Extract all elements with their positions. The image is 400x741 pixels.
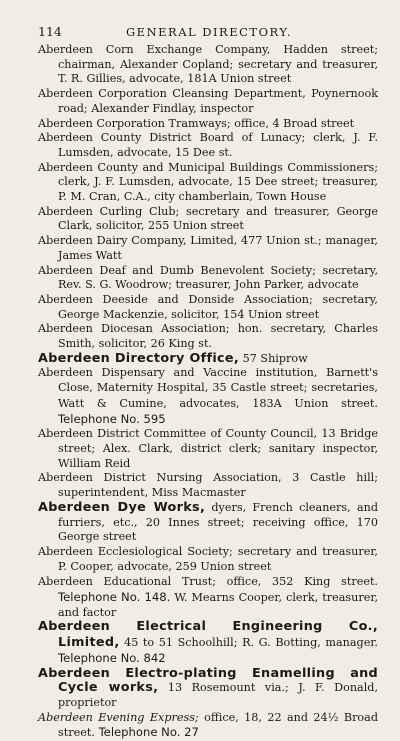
directory-entry [38, 620, 378, 666]
directory-entry [38, 131, 378, 160]
directory-entry [38, 667, 378, 711]
entry-name: Aberdeen Electro-plating Enamelling and Cycle works, [38, 665, 378, 696]
directory-entry [38, 264, 378, 293]
entry-name: Aberdeen Dye Works, [38, 499, 206, 515]
directory-entry [38, 501, 378, 545]
entry-telephone: Telephone No. 842 [58, 650, 166, 665]
directory-entries [38, 43, 378, 741]
page-header [38, 24, 378, 40]
directory-entry [38, 87, 378, 116]
directory-entry [38, 427, 378, 471]
entry-name: Aberdeen Electrical Engineering Co., Limited, [38, 619, 378, 651]
entry-text: 57 Shiprow [239, 351, 308, 365]
entry-text: Aberdeen Curling Club; secretary and treasurer, George Clark, solicitor, 255 Union street [38, 204, 378, 233]
entry-text: Aberdeen Dispensary and Vaccine institution, Barnett's Close, Maternity Hospital, 35 Castle street; secretaries, Watt & Cumine, advocates, 183A Union street. [38, 366, 378, 410]
entry-text-continued: W. Mearns Cooper, clerk, treasurer, and factor [58, 591, 379, 619]
entry-text: Aberdeen Corn Exchange Company, Hadden street; chairman, Alexander Copland; secretary and treasurer, T. R. Gillies, advocate, 181A Union street [38, 43, 378, 86]
entry-text: Aberdeen District Nursing Association, 3 Castle hill; superintendent, Miss Macmaster [38, 471, 378, 500]
entry-name: Aberdeen Directory Office, [38, 350, 240, 366]
entry-text: Aberdeen County and Municipal Buildings Commissioners; clerk, J. F. Lumsden, advocate, 15 Dee street; treasurer, P. M. Cran, C.A., city chamberlain, Town House [38, 160, 378, 204]
entry-text: Aberdeen Dairy Company, Limited, 477 Union st.; manager, James Watt [38, 234, 378, 262]
page-number: 114 [38, 24, 62, 39]
entry-text: Aberdeen County District Board of Lunacy; clerk, J. F. Lumsden, advocate, 15 Dee st. [38, 131, 378, 159]
entry-text: office, 18, 22 and 24½ Broad street. [58, 710, 378, 740]
directory-entry [38, 293, 378, 322]
entry-title-italic: Aberdeen Evening Express; [38, 710, 199, 724]
entry-text: 13 Rosemount via.; J. F. Donald, proprietor [58, 681, 378, 709]
directory-entry [38, 161, 378, 205]
entry-text: 45 to 51 Schoolhill; R. G. Botting, manager. [119, 636, 378, 650]
directory-entry [38, 205, 378, 234]
directory-entry [38, 545, 378, 574]
entry-text: Aberdeen District Committee of County Council, 13 Bridge street; Alex. Clark, district clerk; sanitary inspector, William Reid [38, 427, 378, 470]
directory-entry [38, 574, 378, 620]
entry-telephone: Telephone No. 595 [58, 411, 166, 426]
entry-text: dyers, French cleaners, and furriers, etc., 20 Innes street; receiving office, 170 George street [58, 500, 379, 544]
entry-telephone: Telephone No. 148. [58, 590, 171, 605]
entry-text: Aberdeen Corporation Cleansing Department, Poynernook road; Alexander Findlay, inspector [38, 87, 378, 115]
running-title: GENERAL DIRECTORY. [126, 25, 293, 39]
entry-text: Aberdeen Deaf and Dumb Benevolent Society; secretary, Rev. S. G. Woodrow; treasurer, John Parker, advocate [38, 263, 378, 292]
entry-text: Aberdeen Corporation Tramways; office, 4 Broad street [38, 116, 355, 130]
directory-entry [38, 471, 378, 500]
directory-entry [38, 322, 378, 351]
entry-text: Aberdeen Ecclesiological Society; secretary and treasurer, P. Cooper, advocate, 259 Union street [38, 544, 378, 573]
entry-telephone: Telephone No. 27 [94, 725, 199, 740]
directory-entry [38, 711, 378, 741]
directory-entry [38, 117, 378, 132]
directory-entry [38, 352, 378, 367]
directory-entry [38, 234, 378, 263]
directory-entry [38, 366, 378, 427]
entry-text: Aberdeen Educational Trust; office, 352 King street. [38, 575, 378, 589]
entry-text: Aberdeen Deeside and Donside Association; secretary, George Mackenzie, solicitor, 154 Union street [38, 292, 378, 321]
entry-text: Aberdeen Diocesan Association; hon. secretary, Charles Smith, solicitor, 26 King st. [38, 322, 378, 351]
directory-entry [38, 43, 378, 87]
